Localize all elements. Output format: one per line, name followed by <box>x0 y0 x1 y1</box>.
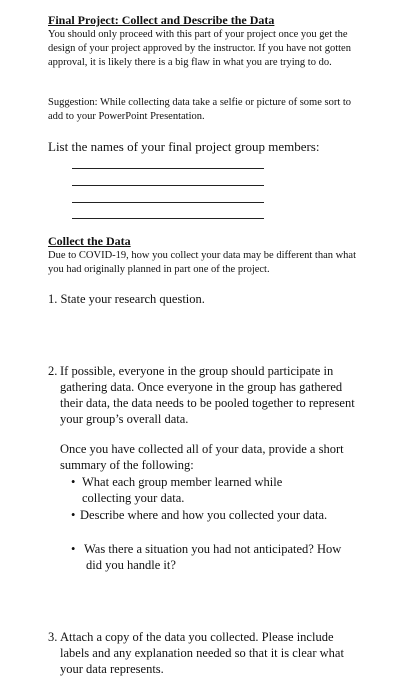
question-1-number: 1. <box>48 292 58 306</box>
intro-paragraph: You should only proceed with this part of your project once you get the design of your project approved by the instructor. If you have not gotten approval, it is likely there is a big flaw in what you are trying to do. <box>48 29 351 69</box>
bullet-item-member-learned: What each group member learned while collecting your data. <box>82 475 283 505</box>
member-name-line <box>72 185 264 186</box>
member-name-line <box>72 218 264 219</box>
question-2-number: 2. <box>48 364 58 378</box>
question-2-text: If possible, everyone in the group should participate in gathering data. Once everyone in the group has gathered their data, the data needs to be pooled together to represent your group’s overall data. <box>60 364 355 426</box>
member-name-line <box>72 168 264 169</box>
member-name-line <box>72 202 264 203</box>
question-3-number: 3. <box>48 630 58 644</box>
bullet-symbol: • <box>71 475 76 489</box>
bullet-symbol: • <box>71 542 76 556</box>
suggestion-paragraph: Suggestion: While collecting data take a selfie or picture of some sort to add to your PowerPoint Presentation. <box>48 97 352 123</box>
document-title: Final Project: Collect and Describe the Data <box>48 13 275 27</box>
bullet-symbol: • <box>71 508 76 522</box>
question-3-text: Attach a copy of the data you collected. Please include labels and any explanation needed so that it is clear what your data represents. <box>60 630 344 676</box>
question-1 <box>48 291 368 307</box>
group-members-label: List the names of your final project group members: <box>48 139 320 154</box>
bullet-item-where-how: Describe where and how you collected your data. <box>80 508 328 522</box>
question-1-text: State your research question. <box>60 292 205 306</box>
bullet-item-unanticipated: Was there a situation you had not anticipated? How did you handle it? <box>84 542 342 572</box>
collect-data-heading: Collect the Data <box>48 234 131 248</box>
question-2-summary-intro: Once you have collected all of your data, provide a short summary of the following: <box>60 442 344 472</box>
covid-note: Due to COVID-19, how you collect your data may be different than what you had originally planned in part one of the project. <box>48 250 357 276</box>
